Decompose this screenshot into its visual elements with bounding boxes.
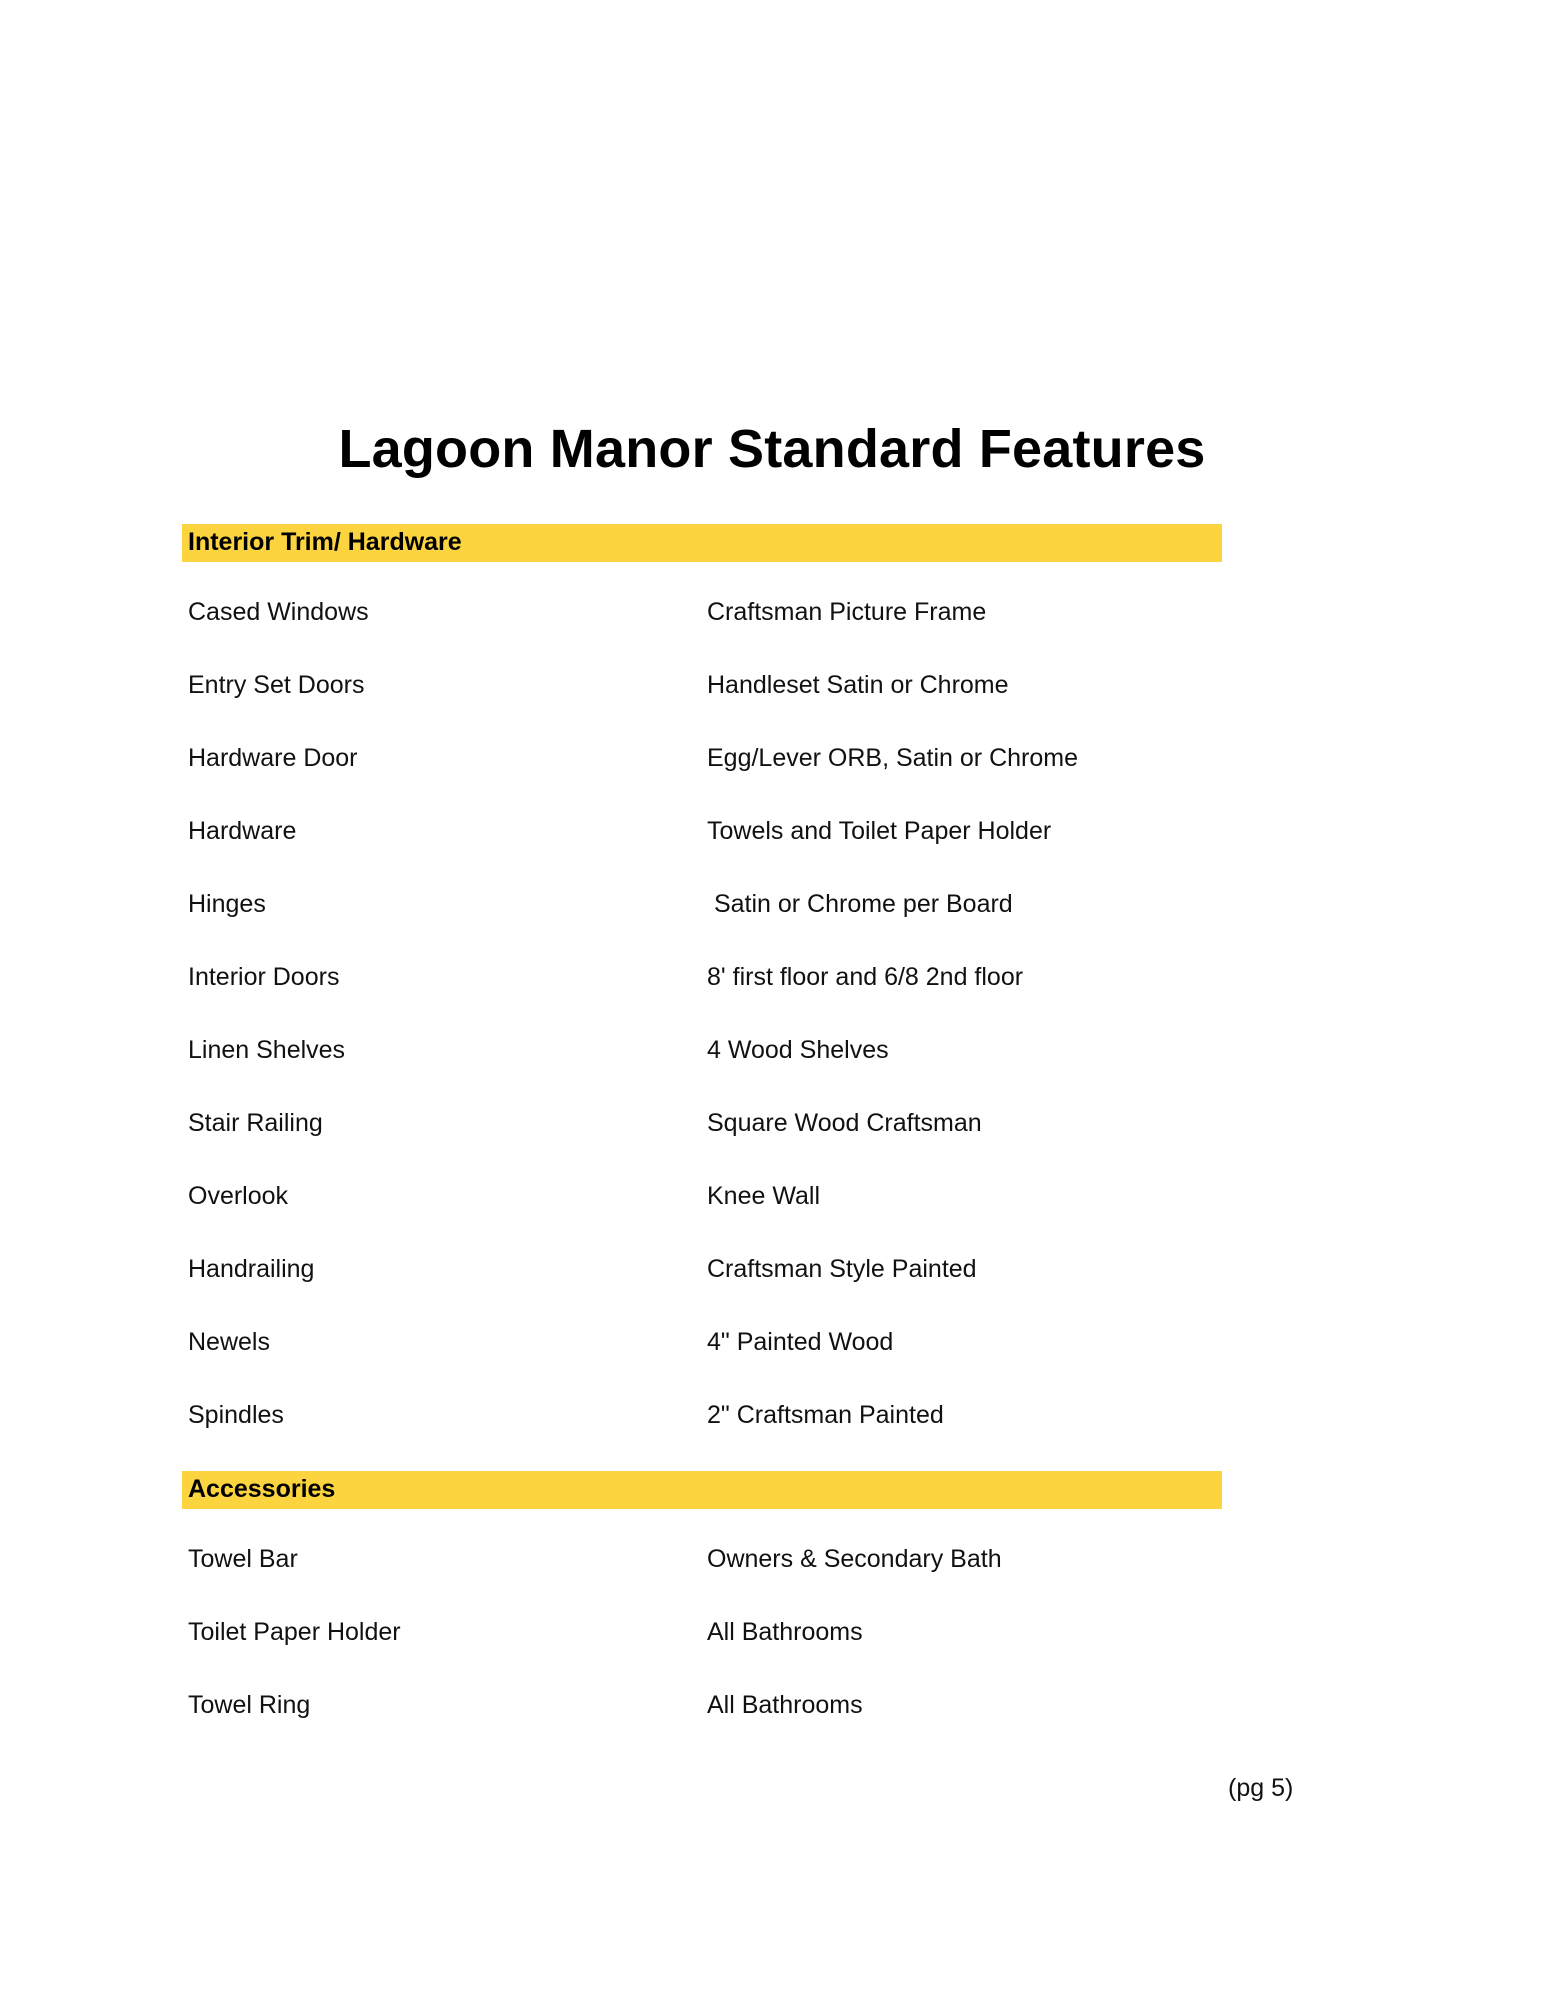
feature-row [0,1691,1545,1731]
feature-item: Hinges [188,890,266,918]
feature-detail: Craftsman Style Painted [707,1255,977,1283]
feature-detail: 8' first floor and 6/8 2nd floor [707,963,1024,991]
feature-row [0,598,1545,638]
section-heading: Accessories [188,1475,336,1503]
feature-detail: Knee Wall [707,1182,821,1210]
feature-row [0,1328,1545,1368]
feature-item: Hardware [188,817,297,845]
feature-item: Cased Windows [188,598,369,626]
feature-detail: 4 Wood Shelves [707,1036,889,1064]
section-header-accessories [182,1471,1222,1509]
feature-detail: 4" Painted Wood [707,1328,894,1356]
feature-detail: Craftsman Picture Frame [707,598,987,626]
feature-item: Towel Ring [188,1691,311,1719]
feature-row [0,744,1545,784]
feature-item: Stair Railing [188,1109,323,1137]
feature-detail: Square Wood Craftsman [707,1109,982,1137]
feature-row [0,963,1545,1003]
feature-row [0,1109,1545,1149]
feature-row [0,1618,1545,1658]
feature-item: Entry Set Doors [188,671,365,699]
feature-item: Newels [188,1328,270,1356]
feature-item: Handrailing [188,1255,315,1283]
feature-item: Interior Doors [188,963,340,991]
feature-item: Toilet Paper Holder [188,1618,401,1646]
feature-detail: Owners & Secondary Bath [707,1545,1002,1573]
page-number: (pg 5) [1228,1774,1294,1802]
section-heading: Interior Trim/ Hardware [188,528,462,556]
feature-detail: Satin or Chrome per Board [707,890,1013,918]
feature-row [0,671,1545,711]
section-header-interior-trim [182,524,1222,562]
feature-detail: Handleset Satin or Chrome [707,671,1009,699]
feature-row [0,1255,1545,1295]
feature-row [0,1182,1545,1222]
feature-detail: All Bathrooms [707,1691,863,1719]
feature-item: Linen Shelves [188,1036,346,1064]
feature-item: Towel Bar [188,1545,298,1573]
page-title: Lagoon Manor Standard Features [338,419,1206,479]
feature-item: Spindles [188,1401,284,1429]
feature-detail: Egg/Lever ORB, Satin or Chrome [707,744,1078,772]
feature-item: Hardware Door [188,744,358,772]
feature-row [0,890,1545,930]
feature-row [0,1401,1545,1441]
feature-detail: 2" Craftsman Painted [707,1401,944,1429]
feature-row [0,1036,1545,1076]
feature-detail: Towels and Toilet Paper Holder [707,817,1052,845]
feature-item: Overlook [188,1182,289,1210]
feature-row [0,817,1545,857]
feature-row [0,1545,1545,1585]
feature-detail: All Bathrooms [707,1618,863,1646]
